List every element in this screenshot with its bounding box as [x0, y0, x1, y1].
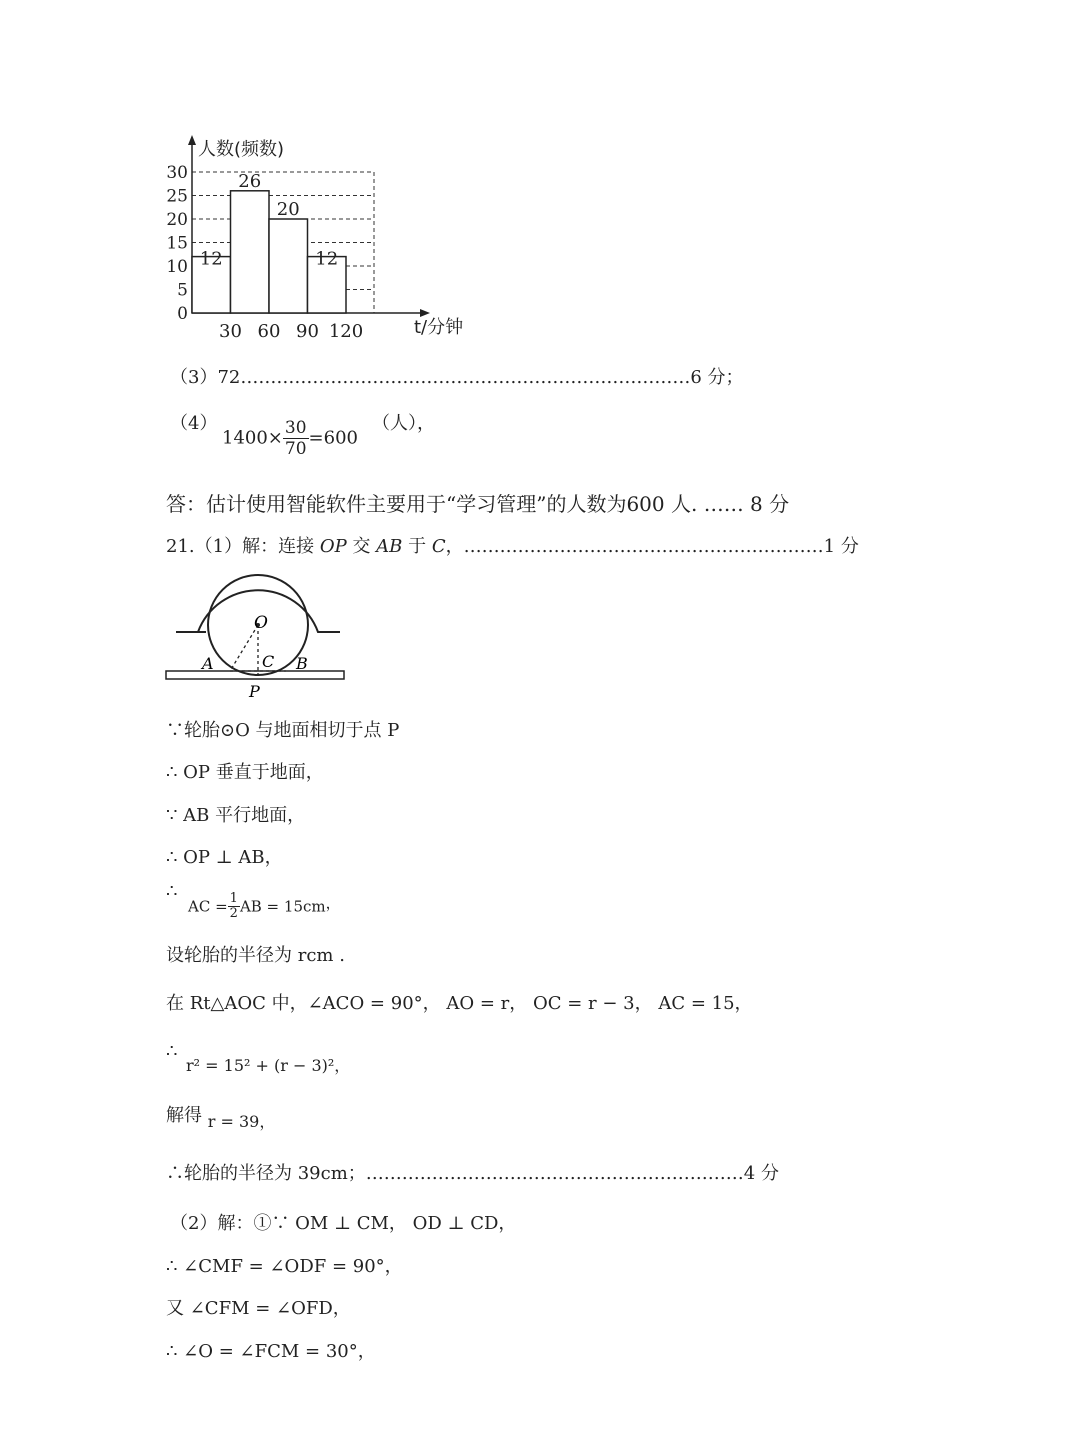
y-tick-label: 10: [166, 257, 188, 277]
label-a: A: [202, 654, 214, 673]
y-tick-label: 25: [166, 186, 188, 207]
label-c: C: [262, 652, 275, 671]
step-1: ∵轮胎⊙O 与地面相切于点 P: [166, 720, 400, 741]
y-tick-label: 5: [177, 280, 188, 301]
step-11: （2）解：①∵ OM ⊥ CM， OD ⊥ CD，: [170, 1213, 517, 1234]
step-13: 又 ∠CFM = ∠OFD，: [166, 1298, 351, 1319]
step-12: ∴ ∠CMF = ∠ODF = 90°，: [166, 1256, 403, 1277]
part-4-label: （4）: [170, 413, 218, 434]
part-3-answer: （3）72…………………………………………………………………6 分；: [170, 367, 744, 388]
y-tick-label: 30: [166, 163, 188, 183]
x-tick-label: 90: [296, 321, 319, 342]
step-2: ∴ OP 垂直于地面，: [166, 762, 324, 783]
bar-value-label: 12: [199, 248, 223, 270]
step-5-symbol: ∴: [166, 881, 178, 902]
y-axis-label: 人数(频数): [198, 139, 285, 160]
histogram-bar: [269, 219, 308, 313]
step-4: ∴ OP ⊥ AB，: [166, 847, 283, 868]
step-8-symbol: ∴: [166, 1041, 178, 1062]
x-tick-label: 60: [257, 321, 281, 342]
y-axis-arrow: [188, 135, 196, 145]
y-tick-label: 20: [166, 210, 188, 230]
label-p: P: [249, 682, 260, 701]
step-7: 在 Rt△AOC 中，∠ACO = 90°， AO = r， OC = r − 3， AC = 15，: [166, 993, 753, 1014]
x-axis-label: t/分钟: [414, 317, 464, 338]
step-9: 解得 r = 39，: [166, 1105, 276, 1131]
y-tick-label: 0: [177, 304, 188, 324]
frequency-histogram: [150, 130, 470, 350]
step-10: ∴轮胎的半径为 39cm；………………………………………………………4 分: [166, 1163, 779, 1184]
bar-value-label: 12: [315, 248, 339, 270]
x-axis-arrow: [420, 309, 430, 317]
step-5-formula: AC = $\frac{1}{2}$ AB = 15cm，: [188, 891, 341, 921]
bar-value-label: 26: [238, 170, 262, 192]
label-b: B: [296, 654, 308, 673]
x-tick-label: 120: [328, 321, 364, 342]
x-tick-label: 30: [219, 321, 242, 342]
step-8: r² = 15² + (r − 3)²，: [186, 1056, 351, 1075]
histogram-bar: [231, 191, 270, 313]
label-o: O: [254, 613, 268, 633]
step-3: ∵ AB 平行地面，: [166, 805, 306, 826]
step-6: 设轮胎的半径为 rcm .: [166, 945, 345, 966]
part-4-unit: （人），: [372, 413, 435, 434]
y-tick-label: 15: [166, 233, 188, 254]
part-4-formula: 1400× $\frac{30}{70}$ =600: [222, 418, 358, 459]
bar-value-label: 20: [276, 199, 300, 220]
answer-line: 答：估计使用智能软件主要用于“学习管理”的人数为600 人. …… 8 分: [166, 492, 790, 516]
step-14: ∴ ∠O = ∠FCM = 30°，: [166, 1341, 376, 1362]
tire-diagram: [160, 565, 360, 705]
q21-header: 21.（1）解：连接 OP 交 AB 于 C，……………………………………………………1 分: [166, 536, 859, 557]
